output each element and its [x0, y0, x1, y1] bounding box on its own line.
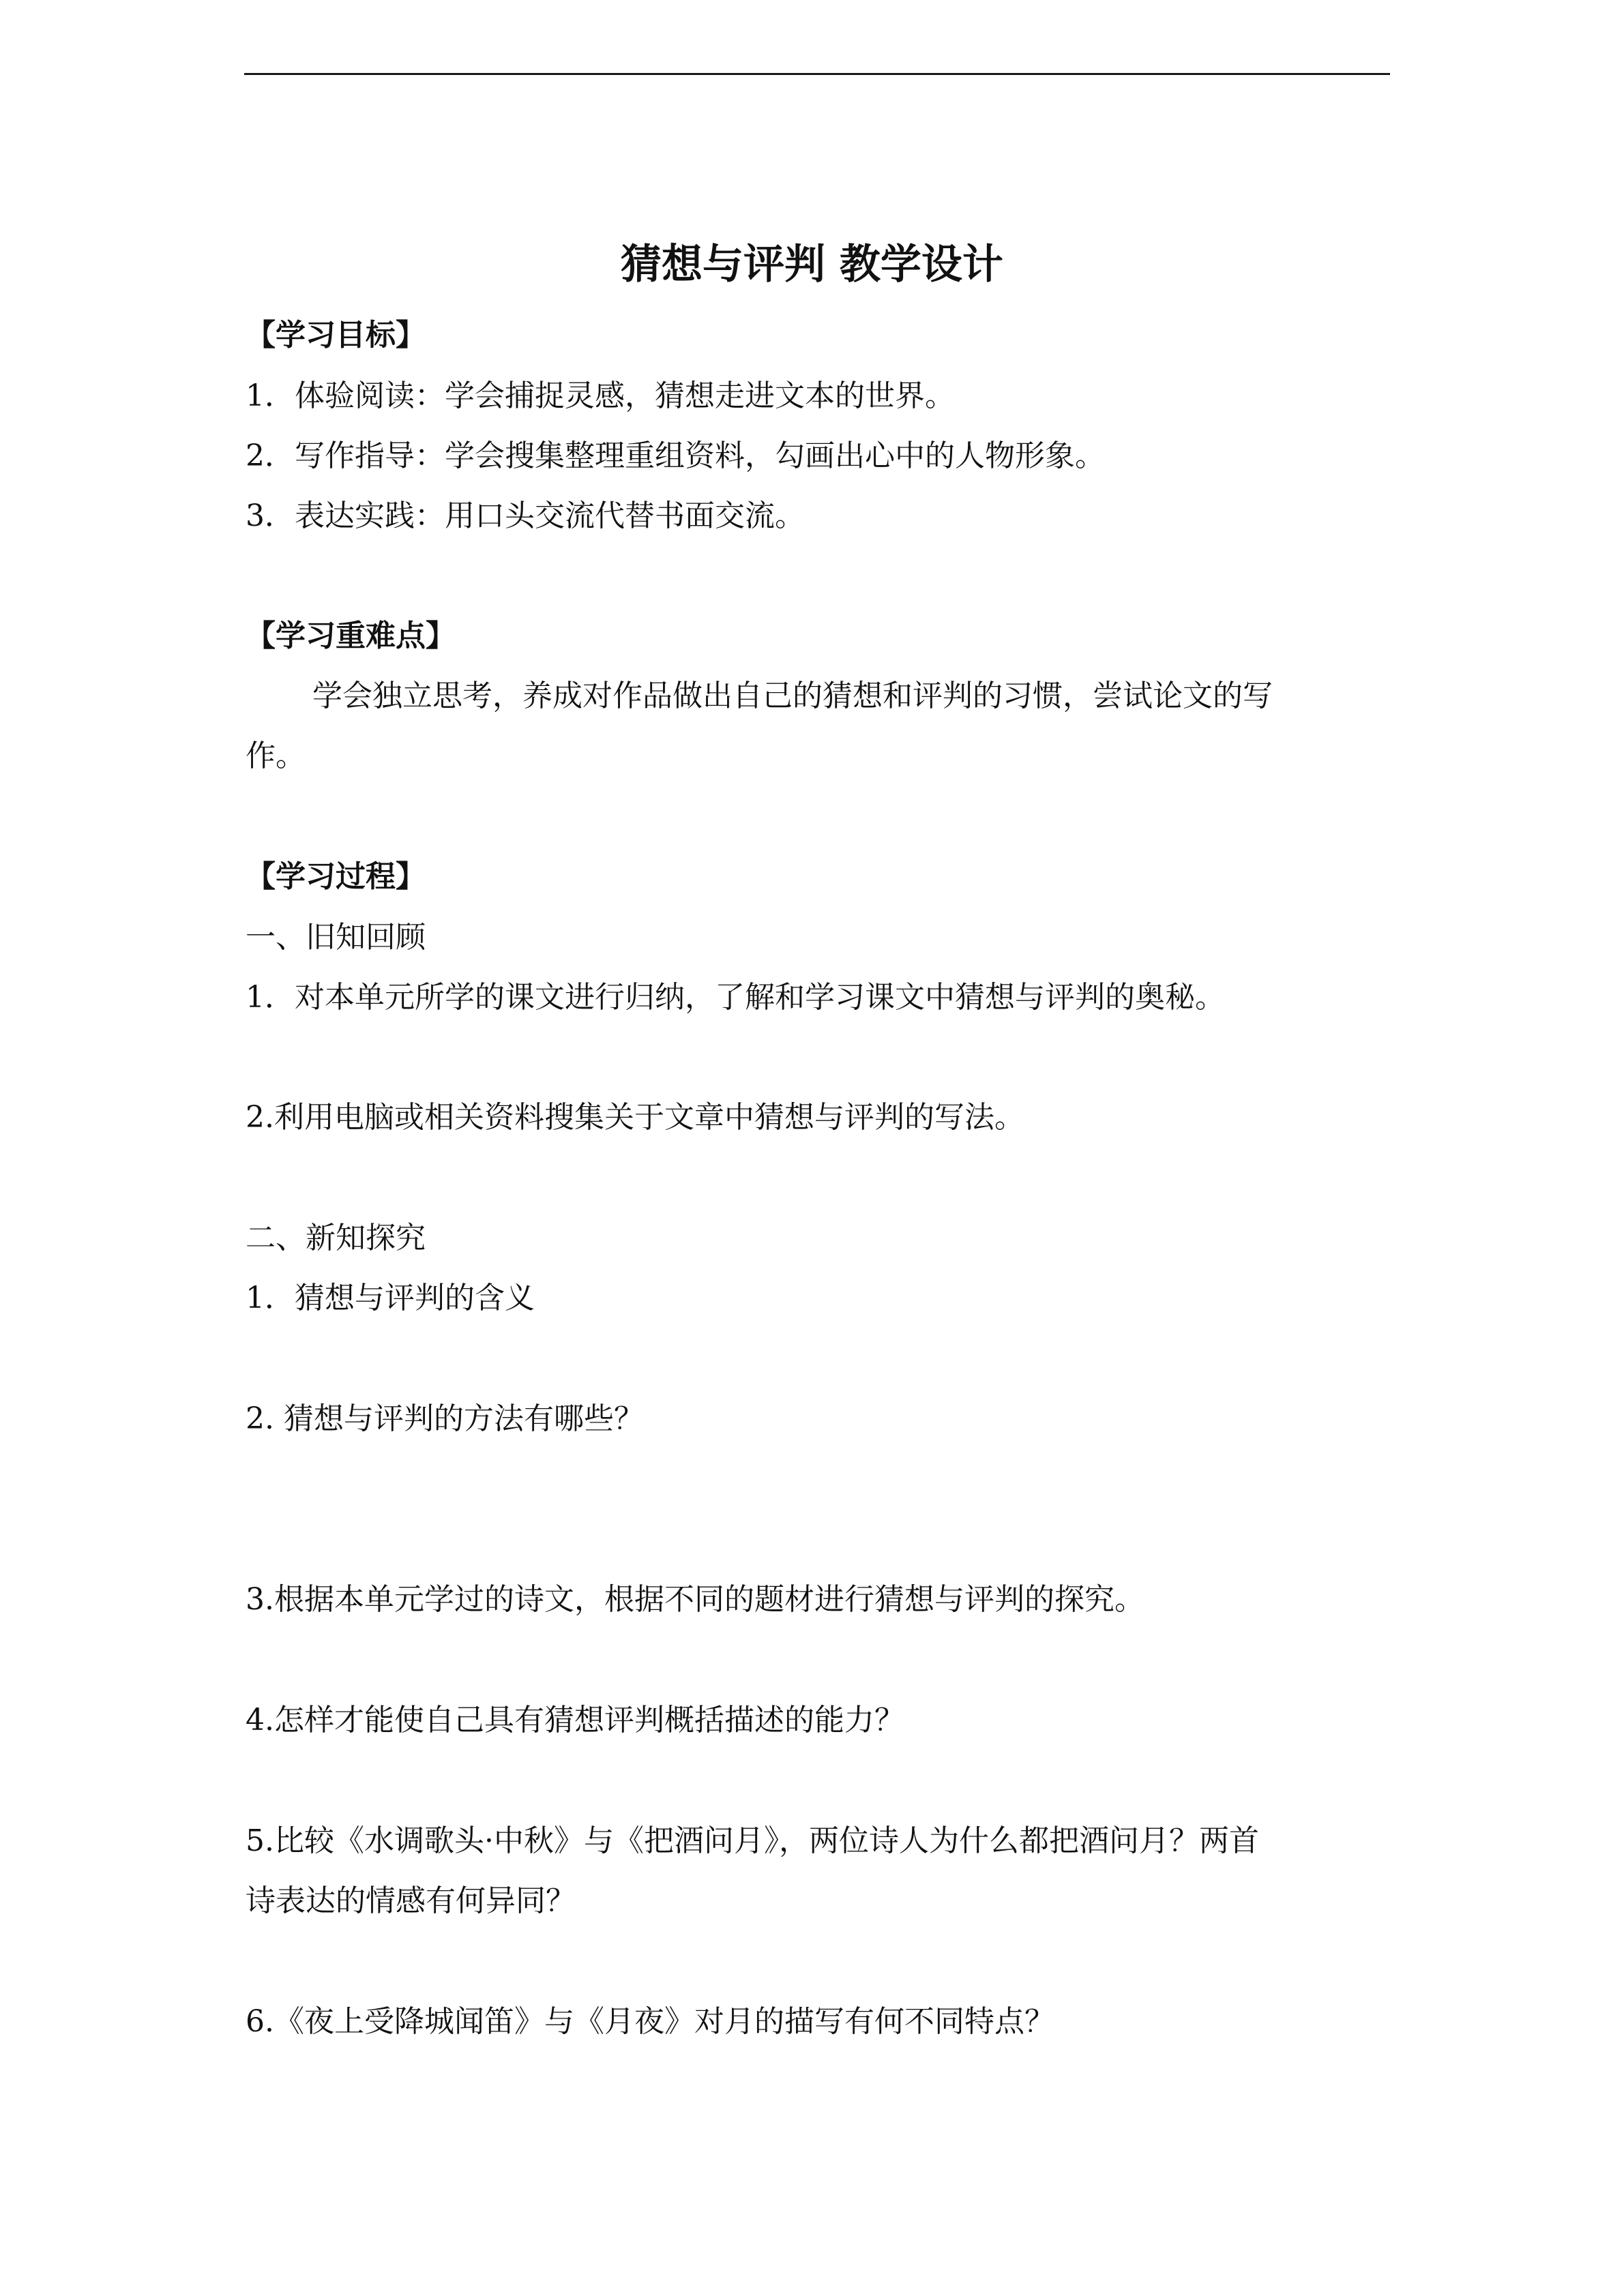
explore-item-1: 1．猜想与评判的含义 [246, 1281, 535, 1315]
objective-item-3: 3．表达实践：用口头交流代替书面交流。 [246, 498, 805, 533]
key-points-text-line1: 学会独立思考，养成对作品做出自己的猜想和评判的习惯，尝试论文的写 [312, 679, 1273, 713]
review-item-2: 2.利用电脑或相关资料搜集关于文章中猜想与评判的写法。 [246, 1100, 1024, 1135]
objectives-heading: 【学习目标】 [246, 318, 426, 353]
explore-item-5-line1: 5.比较《水调歌头·中秋》与《把酒问月》，两位诗人为什么都把酒问月？两首 [246, 1823, 1259, 1858]
explore-item-4: 4.怎样才能使自己具有猜想评判概括描述的能力？ [246, 1703, 904, 1738]
review-heading: 一、旧知回顾 [246, 920, 426, 955]
explore-item-2: 2. 猜想与评判的方法有哪些？ [246, 1401, 644, 1436]
document-title: 猜想与评判 教学设计 [621, 241, 1003, 288]
explore-heading: 二、新知探究 [246, 1221, 426, 1255]
explore-item-3: 3.根据本单元学过的诗文，根据不同的题材进行猜想与评判的探究。 [246, 1582, 1145, 1617]
process-heading: 【学习过程】 [246, 859, 426, 894]
key-points-heading: 【学习重难点】 [246, 618, 456, 653]
header-rule [244, 73, 1390, 75]
explore-item-5-line2: 诗表达的情感有何异同？ [246, 1883, 576, 1918]
objective-item-1: 1．体验阅读：学会捕捉灵感，猜想走进文本的世界。 [246, 378, 955, 413]
objective-item-2: 2．写作指导：学会搜集整理重组资料，勾画出心中的人物形象。 [246, 438, 1105, 473]
key-points-text-line2: 作。 [246, 739, 306, 773]
explore-item-6: 6.《夜上受降城闻笛》与《月夜》对月的描写有何不同特点？ [246, 2004, 1054, 2039]
review-item-1: 1．对本单元所学的课文进行归纳，了解和学习课文中猜想与评判的奥秘。 [246, 980, 1225, 1015]
